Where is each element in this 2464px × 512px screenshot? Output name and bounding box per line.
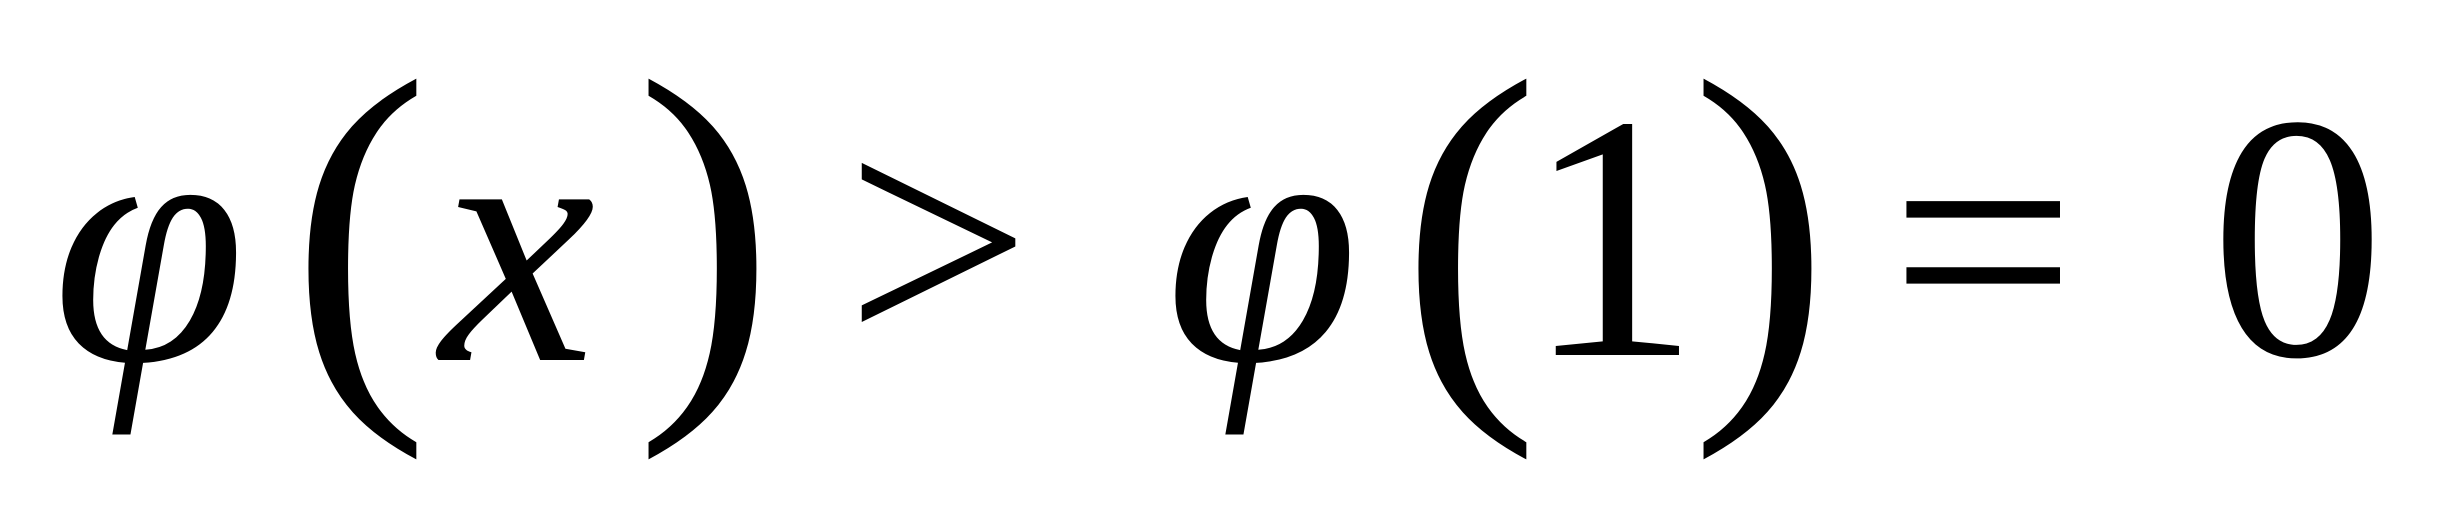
greater-than-sign: > <box>845 59 1032 424</box>
phi-symbol-2: φ <box>1165 48 1359 436</box>
digit-one: 1 <box>1525 43 1700 431</box>
right-parenthesis-2: ) <box>1690 0 1830 461</box>
digit-zero: 0 <box>2210 43 2385 431</box>
left-parenthesis: ( <box>290 0 430 461</box>
phi-symbol: φ <box>52 48 246 436</box>
left-parenthesis-2: ( <box>1400 0 1540 461</box>
equals-sign: = <box>1890 59 2077 424</box>
variable-x: x <box>440 48 596 436</box>
right-parenthesis: ) <box>635 0 775 461</box>
